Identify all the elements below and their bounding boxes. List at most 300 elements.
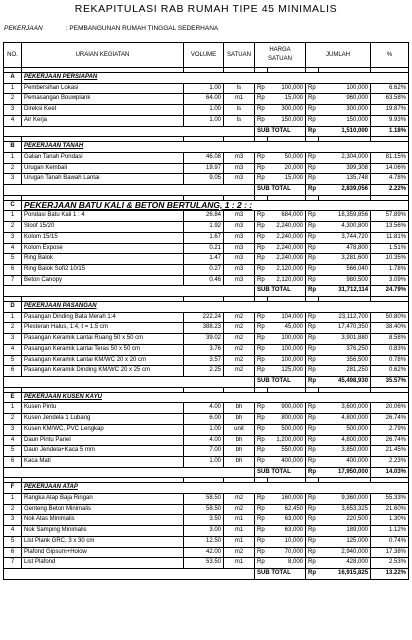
item-total: 281,250: [319, 366, 371, 377]
item-unit: m3: [224, 264, 255, 275]
item-percent: 1.51%: [371, 243, 409, 254]
item-unit: m2: [224, 366, 255, 377]
item-description: Galian Tanah Pondasi: [22, 152, 184, 163]
section-name: PEKERJAAN ATAP: [22, 483, 409, 494]
subtotal-percent: 13.22%: [371, 568, 409, 579]
price-currency: Rp: [255, 446, 268, 457]
subtotal-spacer: [4, 286, 255, 297]
project-label: PEKERJAAN: [4, 25, 43, 32]
item-total: 18,359,856: [319, 211, 371, 222]
price-currency: Rp: [255, 435, 268, 446]
subtotal-row: [4, 376, 409, 387]
item-percent: 2.53%: [371, 558, 409, 569]
table-row: [4, 494, 409, 505]
table-row: [4, 222, 409, 233]
table-body: [4, 68, 409, 580]
item-unit: m3: [224, 243, 255, 254]
subtotal-spacer: [4, 126, 255, 137]
item-unit-price: 100,000: [268, 355, 306, 366]
subtotal-currency: Rp: [306, 185, 319, 196]
item-description: Daun Pintu Panel: [22, 435, 184, 446]
item-no: 2: [4, 222, 22, 233]
subtotal-spacer: [4, 185, 255, 196]
section-row: [4, 142, 409, 153]
subtotal-value: 16,915,825: [319, 568, 371, 579]
item-unit-price: 2,240,000: [268, 254, 306, 265]
total-currency: Rp: [306, 504, 319, 515]
subtotal-percent: 14.03%: [371, 467, 409, 478]
table-row: [4, 504, 409, 515]
item-no: 6: [4, 366, 22, 377]
item-unit: m1: [224, 94, 255, 105]
item-volume: 58.50: [184, 504, 224, 515]
subtotal-row: [4, 467, 409, 478]
header-pct: %: [371, 43, 409, 68]
item-total: 478,800: [319, 243, 371, 254]
item-percent: 19.87%: [371, 105, 409, 116]
total-currency: Rp: [306, 366, 319, 377]
item-volume: 1.00: [184, 115, 224, 126]
item-total: 980,500: [319, 275, 371, 286]
item-volume: 42.00: [184, 547, 224, 558]
item-total: 125,000: [319, 536, 371, 547]
item-description: List Plafond: [22, 558, 184, 569]
price-currency: Rp: [255, 323, 268, 334]
item-total: 400,000: [319, 456, 371, 467]
table-row: [4, 312, 409, 323]
price-currency: Rp: [255, 355, 268, 366]
item-no: 1: [4, 211, 22, 222]
price-currency: Rp: [255, 334, 268, 345]
item-unit: m2: [224, 334, 255, 345]
item-unit-price: 400,000: [268, 456, 306, 467]
total-currency: Rp: [306, 446, 319, 457]
item-unit-price: 63,000: [268, 515, 306, 526]
item-description: Kusen Jendela 1 Lubang: [22, 414, 184, 425]
item-no: 5: [4, 254, 22, 265]
price-currency: Rp: [255, 94, 268, 105]
subtotal-percent: 1.18%: [371, 126, 409, 137]
item-volume: 388.23: [184, 323, 224, 334]
item-description: Direksi Keet: [22, 105, 184, 116]
item-unit: m2: [224, 504, 255, 515]
item-total: 3,901,880: [319, 334, 371, 345]
header-satuan: SATUAN: [224, 43, 255, 68]
price-currency: Rp: [255, 526, 268, 537]
section-row: [4, 73, 409, 84]
section-letter: B: [4, 142, 22, 153]
item-total: 566,040: [319, 264, 371, 275]
price-currency: Rp: [255, 424, 268, 435]
item-unit: m3: [224, 211, 255, 222]
subtotal-label: SUB TOTAL: [255, 467, 306, 478]
section-name: PEKERJAAN PASANGAN: [22, 302, 409, 313]
item-total: 356,500: [319, 355, 371, 366]
item-no: 4: [4, 435, 22, 446]
price-currency: Rp: [255, 504, 268, 515]
item-description: Pasangan Keramik Lantai Ruang 50 x 50 cm: [22, 334, 184, 345]
price-currency: Rp: [255, 83, 268, 94]
table-row: [4, 435, 409, 446]
item-unit: bh: [224, 435, 255, 446]
table-row: [4, 456, 409, 467]
item-description: List Plank GRC, 3 x 30 cm: [22, 536, 184, 547]
item-total: 3,850,000: [319, 446, 371, 457]
header-no: NO.: [4, 43, 22, 68]
section-row: [4, 392, 409, 403]
item-volume: 3.50: [184, 515, 224, 526]
item-unit-price: 150,000: [268, 115, 306, 126]
total-currency: Rp: [306, 558, 319, 569]
item-unit: unit: [224, 424, 255, 435]
item-unit-price: 50,000: [268, 152, 306, 163]
total-currency: Rp: [306, 94, 319, 105]
rab-table: [3, 42, 409, 580]
item-description: Kolom 15/15: [22, 232, 184, 243]
price-currency: Rp: [255, 105, 268, 116]
section-name: PEKERJAAN PERSIAPAN: [22, 73, 409, 84]
price-currency: Rp: [255, 222, 268, 233]
item-description: Pondasi Batu Kali 1 : 4: [22, 211, 184, 222]
item-total: 135,748: [319, 174, 371, 185]
item-unit-price: 684,000: [268, 211, 306, 222]
item-percent: 8.58%: [371, 334, 409, 345]
subtotal-value: 17,950,000: [319, 467, 371, 478]
subtotal-spacer: [4, 467, 255, 478]
total-currency: Rp: [306, 243, 319, 254]
item-percent: 13.56%: [371, 222, 409, 233]
item-volume: 6.00: [184, 414, 224, 425]
item-unit-price: 62,450: [268, 504, 306, 515]
subtotal-row: [4, 286, 409, 297]
item-volume: 1.67: [184, 232, 224, 243]
subtotal-value: 45,498,930: [319, 376, 371, 387]
item-description: Beton Canopy: [22, 275, 184, 286]
item-unit-price: 63,000: [268, 526, 306, 537]
subtotal-row: [4, 126, 409, 137]
item-percent: 63.58%: [371, 94, 409, 105]
page-title: REKAPITULASI RAB RUMAH TIPE 45 MINIMALIS: [74, 3, 338, 15]
total-currency: Rp: [306, 526, 319, 537]
item-percent: 9.93%: [371, 115, 409, 126]
item-volume: 26.84: [184, 211, 224, 222]
price-currency: Rp: [255, 163, 268, 174]
item-unit: m2: [224, 547, 255, 558]
item-unit-price: 900,000: [268, 403, 306, 414]
subtotal-currency: Rp: [306, 568, 319, 579]
table-row: [4, 174, 409, 185]
item-volume: 58.50: [184, 494, 224, 505]
table-row: [4, 94, 409, 105]
item-unit-price: 15,000: [268, 94, 306, 105]
table-row: [4, 344, 409, 355]
item-description: Urugan Tanah Bawah Lantai: [22, 174, 184, 185]
item-total: 2,304,000: [319, 152, 371, 163]
item-volume: 1.47: [184, 254, 224, 265]
item-no: 2: [4, 504, 22, 515]
item-no: 1: [4, 152, 22, 163]
table-row: [4, 366, 409, 377]
item-percent: 0.83%: [371, 344, 409, 355]
item-volume: 222.24: [184, 312, 224, 323]
price-currency: Rp: [255, 494, 268, 505]
subtotal-currency: Rp: [306, 467, 319, 478]
item-volume: 3.00: [184, 526, 224, 537]
item-percent: 0.74%: [371, 536, 409, 547]
price-currency: Rp: [255, 254, 268, 265]
item-volume: 39.02: [184, 334, 224, 345]
item-total: 189,000: [319, 526, 371, 537]
total-currency: Rp: [306, 254, 319, 265]
total-currency: Rp: [306, 536, 319, 547]
section-letter: E: [4, 392, 22, 403]
subtotal-label: SUB TOTAL: [255, 568, 306, 579]
item-unit: bh: [224, 456, 255, 467]
item-percent: 50.80%: [371, 312, 409, 323]
item-unit: m2: [224, 494, 255, 505]
item-no: 4: [4, 344, 22, 355]
item-description: Sloof 15/20: [22, 222, 184, 233]
table-row: [4, 264, 409, 275]
item-unit-price: 100,000: [268, 344, 306, 355]
total-currency: Rp: [306, 435, 319, 446]
item-percent: 81.15%: [371, 152, 409, 163]
table-row: [4, 83, 409, 94]
total-currency: Rp: [306, 152, 319, 163]
item-no: 3: [4, 424, 22, 435]
total-currency: Rp: [306, 515, 319, 526]
total-currency: Rp: [306, 424, 319, 435]
item-description: Genteng Beton Minimalis: [22, 504, 184, 515]
section-letter: D: [4, 302, 22, 313]
item-unit-price: 2,240,000: [268, 243, 306, 254]
header-jumlah: JUMLAH: [306, 43, 371, 68]
item-description: Pasangan Keramik Lantai Teras 50 x 50 cm: [22, 344, 184, 355]
item-total: 3,744,720: [319, 232, 371, 243]
header-row: [4, 43, 409, 68]
item-unit-price: 1,200,000: [268, 435, 306, 446]
item-unit-price: 550,000: [268, 446, 306, 457]
item-unit-price: 800,000: [268, 414, 306, 425]
item-no: 5: [4, 355, 22, 366]
table-row: [4, 105, 409, 116]
price-currency: Rp: [255, 414, 268, 425]
table-row: [4, 414, 409, 425]
table-row: [4, 115, 409, 126]
item-total: 376,250: [319, 344, 371, 355]
item-volume: 9.05: [184, 174, 224, 185]
price-currency: Rp: [255, 456, 268, 467]
total-currency: Rp: [306, 334, 319, 345]
item-percent: 21.45%: [371, 446, 409, 457]
item-percent: 55.33%: [371, 494, 409, 505]
item-description: Air Kerja: [22, 115, 184, 126]
item-unit-price: 100,000: [268, 83, 306, 94]
total-currency: Rp: [306, 456, 319, 467]
item-description: Nok Samping Minimalis: [22, 526, 184, 537]
price-currency: Rp: [255, 115, 268, 126]
item-no: 4: [4, 526, 22, 537]
table-row: [4, 403, 409, 414]
price-currency: Rp: [255, 536, 268, 547]
item-no: 2: [4, 414, 22, 425]
item-total: 3,600,000: [319, 403, 371, 414]
item-no: 6: [4, 456, 22, 467]
item-percent: 20.06%: [371, 403, 409, 414]
item-no: 5: [4, 536, 22, 547]
item-total: 3,653,325: [319, 504, 371, 515]
price-currency: Rp: [255, 211, 268, 222]
subtotal-spacer: [4, 376, 255, 387]
price-currency: Rp: [255, 515, 268, 526]
item-unit: ls: [224, 115, 255, 126]
table-row: [4, 163, 409, 174]
item-unit-price: 20,000: [268, 163, 306, 174]
item-no: 1: [4, 312, 22, 323]
item-volume: 46.08: [184, 152, 224, 163]
table-row: [4, 536, 409, 547]
item-unit-price: 125,000: [268, 366, 306, 377]
section-letter: C: [4, 200, 22, 211]
item-unit-price: 2,240,000: [268, 222, 306, 233]
item-no: 6: [4, 547, 22, 558]
item-total: 17,470,350: [319, 323, 371, 334]
item-unit: m1: [224, 558, 255, 569]
subtotal-percent: 35.57%: [371, 376, 409, 387]
total-currency: Rp: [306, 174, 319, 185]
item-total: 4,800,000: [319, 414, 371, 425]
item-percent: 26.74%: [371, 435, 409, 446]
item-volume: 0.21: [184, 243, 224, 254]
item-unit: bh: [224, 414, 255, 425]
table-row: [4, 323, 409, 334]
item-volume: 4.00: [184, 435, 224, 446]
item-unit: m3: [224, 232, 255, 243]
item-total: 428,000: [319, 558, 371, 569]
item-total: 23,112,700: [319, 312, 371, 323]
item-total: 3,281,600: [319, 254, 371, 265]
subtotal-spacer: [4, 568, 255, 579]
item-unit: ls: [224, 105, 255, 116]
item-percent: 1.12%: [371, 526, 409, 537]
item-percent: 2.79%: [371, 424, 409, 435]
subtotal-row: [4, 568, 409, 579]
item-no: 3: [4, 232, 22, 243]
item-volume: 1.00: [184, 83, 224, 94]
price-currency: Rp: [255, 264, 268, 275]
price-currency: Rp: [255, 312, 268, 323]
item-no: 1: [4, 494, 22, 505]
item-total: 4,800,000: [319, 435, 371, 446]
item-total: 300,000: [319, 105, 371, 116]
price-currency: Rp: [255, 403, 268, 414]
item-description: Pasangan Keramik Lantai KM/WC 20 x 20 cm: [22, 355, 184, 366]
table-row: [4, 547, 409, 558]
subtotal-label: SUB TOTAL: [255, 185, 306, 196]
item-unit-price: 160,000: [268, 494, 306, 505]
item-volume: 19.97: [184, 163, 224, 174]
subtotal-row: [4, 185, 409, 196]
item-volume: 53.50: [184, 558, 224, 569]
table-row: [4, 515, 409, 526]
header-harga: HARGA SATUAN: [255, 43, 306, 68]
item-description: Daun Jendela+Kaca 5 mm: [22, 446, 184, 457]
item-volume: 0.46: [184, 275, 224, 286]
item-unit-price: 15,000: [268, 174, 306, 185]
table-row: [4, 254, 409, 265]
subtotal-value: 31,712,114: [319, 286, 371, 297]
item-description: Ring Balok: [22, 254, 184, 265]
item-unit: m1: [224, 515, 255, 526]
item-volume: 12.50: [184, 536, 224, 547]
item-description: Pasangan Keramik Dinding KM/WC 20 x 25 cm: [22, 366, 184, 377]
item-no: 3: [4, 515, 22, 526]
item-unit-price: 100,000: [268, 334, 306, 345]
item-description: Kaca Mati: [22, 456, 184, 467]
item-description: Kusen Pintu: [22, 403, 184, 414]
table-row: [4, 334, 409, 345]
item-total: 150,000: [319, 115, 371, 126]
item-unit-price: 2,120,000: [268, 275, 306, 286]
item-description: Plesteran Halus, 1:4, t = 1.5 cm: [22, 323, 184, 334]
project-value: : PEMBANGUNAN RUMAH TINGGAL SEDERHANA: [65, 25, 219, 32]
item-percent: 4.78%: [371, 174, 409, 185]
item-percent: 26.74%: [371, 414, 409, 425]
subtotal-value: 2,839,056: [319, 185, 371, 196]
section-name: PEKERJAAN KUSEN KAYU: [22, 392, 409, 403]
item-unit: m3: [224, 152, 255, 163]
section-row: [4, 302, 409, 313]
total-currency: Rp: [306, 211, 319, 222]
item-no: 3: [4, 334, 22, 345]
item-unit: bh: [224, 446, 255, 457]
section-name: PEKERJAAN TANAH: [22, 142, 409, 153]
price-currency: Rp: [255, 152, 268, 163]
item-description: Rangka Atap Baja Ringan: [22, 494, 184, 505]
item-percent: 21.60%: [371, 504, 409, 515]
item-total: 100,000: [319, 83, 371, 94]
section-row: [4, 200, 409, 211]
item-percent: 1.30%: [371, 515, 409, 526]
total-currency: Rp: [306, 403, 319, 414]
item-percent: 0.62%: [371, 366, 409, 377]
table-row: [4, 355, 409, 366]
item-description: Pemasangan Bouwplank: [22, 94, 184, 105]
item-no: 4: [4, 115, 22, 126]
item-total: 399,308: [319, 163, 371, 174]
item-no: 1: [4, 403, 22, 414]
item-total: 2,940,000: [319, 547, 371, 558]
item-volume: 1.00: [184, 105, 224, 116]
total-currency: Rp: [306, 264, 319, 275]
item-total: 4,300,800: [319, 222, 371, 233]
item-no: 5: [4, 446, 22, 457]
item-unit: ls: [224, 83, 255, 94]
item-description: Plafond Gipsum+Holow: [22, 547, 184, 558]
item-no: 2: [4, 163, 22, 174]
item-volume: 1.92: [184, 222, 224, 233]
price-currency: Rp: [255, 275, 268, 286]
total-currency: Rp: [306, 115, 319, 126]
item-unit-price: 70,000: [268, 547, 306, 558]
item-description: Kusen KM/WC, PVC Lengkap: [22, 424, 184, 435]
item-unit: m3: [224, 163, 255, 174]
item-unit: m3: [224, 222, 255, 233]
item-volume: 0.27: [184, 264, 224, 275]
section-name: PEKERJAAN BATU KALI & BETON BERTULANG, 1 : 2 : :: [22, 200, 409, 211]
table-row: [4, 211, 409, 222]
total-currency: Rp: [306, 83, 319, 94]
